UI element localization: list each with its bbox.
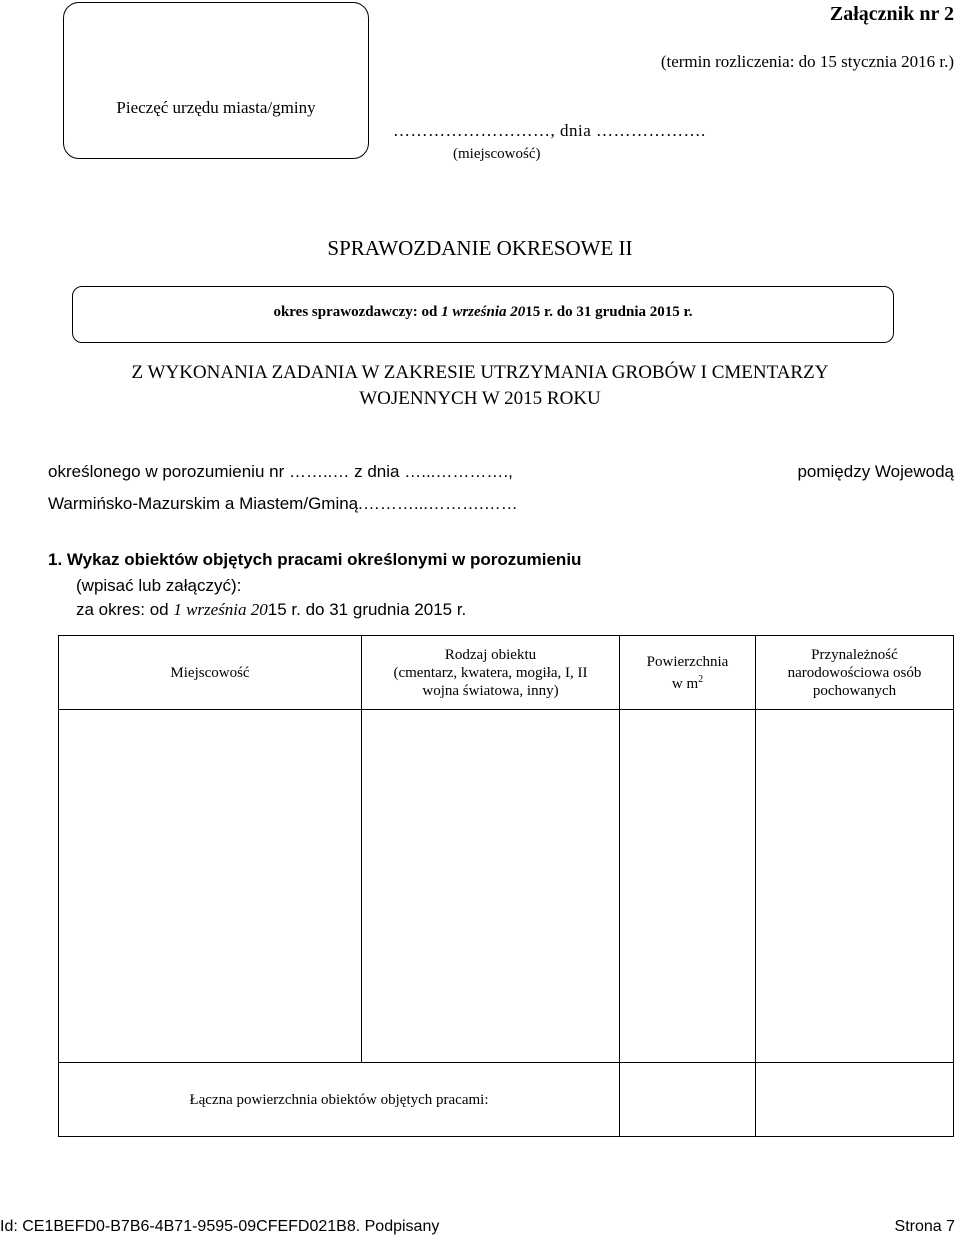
footer-page-number: Strona 7 xyxy=(894,1218,955,1235)
stamp-box xyxy=(63,2,369,159)
list-period xyxy=(76,600,466,620)
object-type-cell[interactable] xyxy=(362,710,620,1063)
deadline-note: (termin rozliczenia: do 15 stycznia 2016 r.) xyxy=(660,52,954,71)
list-period-prefix: za okres: od xyxy=(76,600,174,619)
total-label: Łączna powierzchnia obiektów objętych pracami: xyxy=(59,1063,620,1137)
period-italic: 1 września 20 xyxy=(441,304,526,320)
place-date-field[interactable]: ………………………, dnia ………………. xyxy=(393,121,706,140)
period-suffix: 15 r. do 31 grudnia 2015 r. xyxy=(525,304,693,320)
task-title xyxy=(0,360,960,412)
agreement-municipality-field[interactable]: Warmińsko-Mazurskim a Miastem/Gminą.………...……….…… xyxy=(48,494,518,513)
agreement-number-date-field[interactable]: określonego w porozumieniu nr ……..… z dnia …...…………., xyxy=(48,462,513,481)
footer-document-id: Id: CE1BEFD0-B7B6-4B71-9595-09CFEFD021B8. Podpisany xyxy=(0,1218,440,1235)
list-title: 1. Wykaz obiektów objętych pracami określonymi w porozumieniu xyxy=(48,550,582,569)
area-cell[interactable] xyxy=(620,710,756,1063)
objects-table xyxy=(58,635,954,1137)
nationality-cell[interactable] xyxy=(756,710,954,1063)
table-row xyxy=(59,710,954,1063)
agreement-party: pomiędzy Wojewodą xyxy=(797,462,954,481)
locality-cell[interactable] xyxy=(59,710,362,1063)
list-period-suffix: 15 r. do 31 grudnia 2015 r. xyxy=(267,600,467,619)
total-empty-cell xyxy=(756,1063,954,1137)
task-title-line1: Z WYKONANIA ZADANIA W ZAKRESIE UTRZYMANIA GROBÓW I CMENTARZY xyxy=(131,362,829,383)
annex-title: Załącznik nr 2 xyxy=(829,3,954,25)
table-header-row xyxy=(59,636,954,710)
stamp-label: Pieczęć urzędu miasta/gminy xyxy=(116,98,316,117)
header-object-type: Rodzaj obiektu (cmentarz, kwatera, mogiła, I, II wojna światowa, inny) xyxy=(362,636,620,710)
period-prefix: okres sprawozdawczy: od xyxy=(273,304,442,320)
header-locality: Miejscowość xyxy=(59,636,362,710)
total-area-cell[interactable] xyxy=(620,1063,756,1137)
header-area: Powierzchnia w $m^2$ xyxy=(620,636,756,710)
list-subtitle: (wpisać lub załączyć): xyxy=(76,576,242,595)
header-nationality: Przynależność narodowościowa osób pochowanych xyxy=(756,636,954,710)
place-hint: (miejscowość) xyxy=(453,146,541,162)
reporting-period xyxy=(72,304,894,321)
table-total-row xyxy=(59,1063,954,1137)
task-title-line2: WOJENNYCH W 2015 ROKU xyxy=(359,388,601,409)
report-title: SPRAWOZDANIE OKRESOWE II xyxy=(327,236,633,260)
list-period-italic: 1 września 20 xyxy=(173,600,268,619)
